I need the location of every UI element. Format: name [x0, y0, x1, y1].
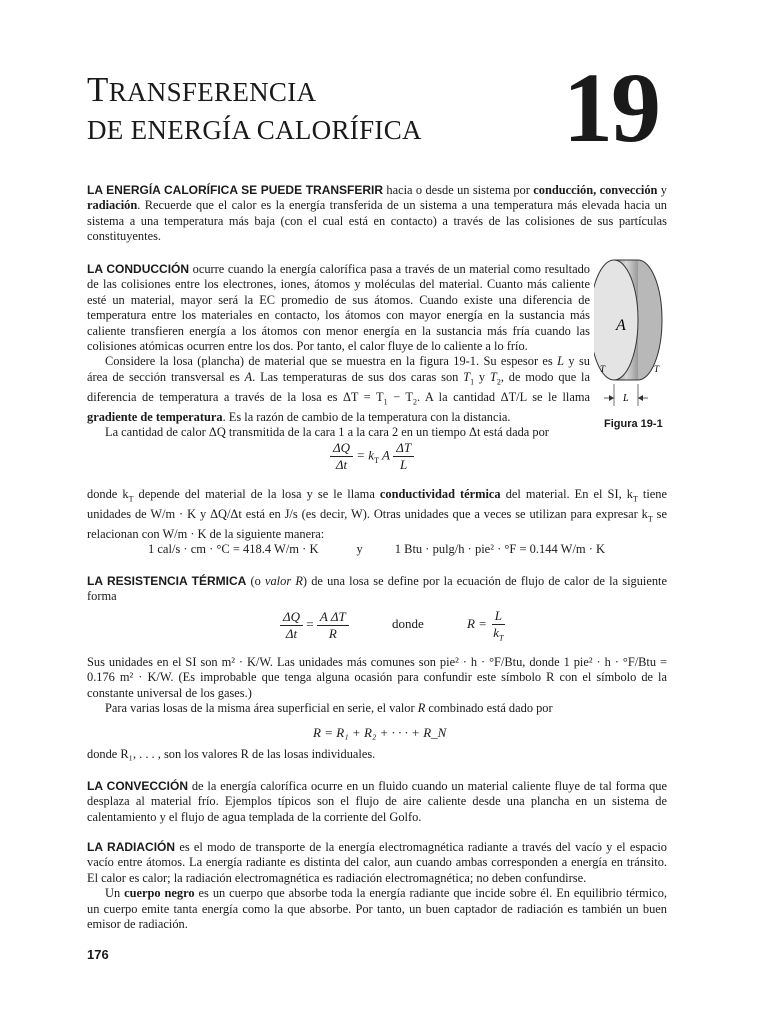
subscript: 1: [470, 377, 475, 387]
subscript: 2: [496, 377, 501, 387]
subscript: T: [647, 514, 653, 524]
figure-caption: Figura 19-1: [604, 418, 663, 430]
intro-text: y: [657, 183, 667, 197]
symbol-T1: T: [463, 369, 471, 384]
resistance-text: Sus unidades en el SI son m² · K/W. Las unidades más comunes son pie² · h · °F/Btu, donde 1 pie² · h · °F/Btu = 0.176 m² · K/W. (Es improbable que tenga alguna ocasión para confundir este símbolo R con el símbolo de la constante universal de los gases.): [87, 655, 667, 700]
conductivity-paragraph: [87, 487, 667, 542]
convection-paragraph: [87, 779, 667, 825]
intro-text: . Recuerde que el calor es la energía transferida de un sistema a una temperatura más elevada hacia un sistema a una temperatura más baja (con el cual está en contacto) a través de las colisiones de sus partículas constituyentes.: [87, 198, 667, 244]
conduction-lead: LA CONDUCCIÓN: [87, 262, 190, 276]
conduction-text: y: [474, 369, 490, 384]
resistance-text: valor R: [264, 574, 303, 588]
convection-lead: LA CONVECCIÓN: [87, 779, 188, 793]
subscript: 1: [383, 397, 388, 407]
symbol-R: R: [417, 701, 426, 716]
eq-numerator: ΔQ: [330, 440, 353, 457]
subscript: T: [374, 456, 379, 466]
convection-text: de la energía calorífica ocurre en un fluido cuando un material caliente fluye de tal forma que desplaza al material frío. Ejemplos típicos son el flujo de aire caliente desde una plancha en un sistema de calentamiento y el flujo de agua templada de la corriente del Golfo.: [87, 779, 667, 824]
figure-label-T2: T: [654, 364, 660, 374]
intro-lead: LA ENERGÍA CALORÍFICA SE PUEDE TRANSFERIR: [87, 183, 384, 197]
eq-numerator: L: [492, 608, 505, 625]
kw-conduccion-conveccion: conducción, convección: [533, 183, 658, 197]
conduction-text: . Las temperaturas de sus dos caras son: [252, 369, 464, 384]
eq-denominator: R: [328, 625, 337, 641]
eq-text: k: [493, 625, 499, 640]
figure-label-A: A: [616, 317, 626, 334]
conduction-text: − T: [387, 389, 413, 404]
conduction-text: y su área de sección transversal es: [87, 354, 590, 384]
conversion-and: y: [356, 542, 363, 556]
eq-text: A: [378, 447, 390, 463]
eq-frac-L-kT: [490, 608, 506, 643]
resistance-paragraph: [87, 574, 667, 605]
conversion-2: 1 Btu · pulg/h · pie² · °F = 0.144 W/m · K: [394, 542, 606, 556]
unit-conversions: [148, 542, 605, 557]
figure-label-L: L: [623, 393, 629, 404]
conduction-text: , de modo que la diferencia de temperatura a través de la losa es ΔT = T: [87, 369, 590, 404]
chapter-title-rest: RANSFERENCIA: [108, 77, 317, 107]
conversion-1: 1 cal/s · cm · °C = 418.4 W/m · K: [148, 542, 319, 556]
eq-frac-dq-dt: [280, 609, 303, 642]
eq-text: = k: [356, 447, 375, 463]
eq-frac-dT-L: [393, 440, 414, 473]
conduction-text: depende del material de la losa y se le llama: [133, 487, 380, 501]
resistance-text: Para varias losas de la misma área superficial en serie, el valor: [105, 701, 418, 716]
resistance-text: ) de una losa se define por la ecuación de flujo de calor de la siguiente forma: [87, 574, 667, 604]
eq-numerator: ΔQ: [280, 609, 303, 626]
subscript: 2: [412, 397, 417, 407]
eq-numerator: ΔT: [393, 440, 414, 457]
conduction-text: La cantidad de calor ΔQ transmitida de la cara 1 a la cara 2 en un tiempo Δt está dada por: [105, 425, 549, 439]
series-equation: R = R₁ + R₂ + · · · + R_N: [313, 725, 447, 740]
subscript: T: [128, 494, 134, 504]
chapter-title-initial: T: [87, 70, 109, 109]
eq-denominator: Δt: [285, 625, 298, 641]
eq-denominator: Δt: [335, 457, 348, 472]
conduction-text: ocurre cuando la energía calorífica pasa a través de un material como resultado de las colisiones entre los electrones, iones, átomos y moléculas del material. Cuanto más caliente esté un material, mayor será la EC promedio de sus átomos. Cuando existe una diferencia de temperatura entre los materiales en contacto, los átomos con mayor energía en la sustancia más caliente transfieren energía a los átomos con menor energía en la sustancia más fría cuando las colisiones atómicas ocurren entre los dos. Por tanto, el calor fluye de lo caliente a lo frío.: [87, 262, 590, 354]
eq-text: =: [306, 616, 314, 632]
subscript: T: [632, 494, 638, 504]
radiation-text: es el modo de transporte de la energía electromagnética radiante a través del vacío y el espacio vacío entre átomos. La energía radiante es distinta del calor, aun cuando ambas corresponden a energía en tránsito. El calor es calor; la radiación electromagnética es radiación electromagnética; no deben confundirse.: [87, 840, 668, 885]
resistance-lead: LA RESISTENCIA TÉRMICA: [87, 574, 247, 588]
eq-numerator: A ΔT: [317, 609, 349, 626]
chapter-number: 19: [563, 52, 659, 163]
symbol-L: L: [557, 354, 565, 369]
resistance-equation: [280, 608, 506, 643]
conduction-section: [87, 262, 590, 440]
eq-denominator: [490, 625, 506, 643]
radiation-text: es un cuerpo que absorbe toda la energía radiante que incide sobre él. En equilibrio térmico, un cuerpo emite tanta energía como la que absorbe. Por tanto, un buen captador de radiación es también un buen emisor de radiación.: [87, 886, 667, 932]
resistance-text: combinado está dado por: [425, 701, 553, 716]
kw-gradiente: gradiente de temperatura: [87, 409, 223, 424]
radiation-paragraph: [87, 840, 667, 932]
figure-19-1-slab: [594, 258, 674, 408]
eq-text: R =: [466, 616, 487, 632]
kw-radiacion: radiación: [87, 198, 138, 213]
figure-label-T1: T: [600, 364, 606, 374]
radiation-lead: LA RADIACIÓN: [87, 840, 176, 854]
chapter-title-line2: DE ENERGÍA CALORÍFICA: [87, 115, 422, 145]
conduction-text: . Es la razón de cambio de la temperatura con la distancia.: [222, 409, 511, 424]
conduction-text: del material. En el SI, k: [500, 487, 633, 501]
conduction-text: donde k: [87, 487, 129, 501]
radiation-text: Un: [105, 886, 125, 901]
conduction-equation: [330, 440, 414, 473]
eq-frac-dq-dt: [330, 440, 353, 473]
chapter-title: [87, 72, 422, 148]
conduction-text: tiene unidades de W/m · K y ΔQ/Δt está en J/s (es decir, W). Otras unidades que a veces se utilizan para expresar k: [87, 487, 667, 521]
conduction-text: se relacionan con W/m · K de la siguiente manera:: [87, 506, 668, 541]
subscript: T: [498, 633, 504, 643]
resistance-text: donde R₁, . . . , son los valores R de las losas individuales.: [87, 747, 376, 761]
resistance-note: [87, 747, 667, 762]
resistance-text: (o: [246, 574, 265, 588]
page-number: 176: [87, 947, 109, 962]
intro-text: hacia o desde un sistema por: [383, 183, 534, 197]
conduction-text: Considere la losa (plancha) de material que se muestra en la figura 19-1. Su espesor es: [105, 354, 558, 369]
resistance-units-paragraph: [87, 655, 667, 717]
intro-paragraph: [87, 183, 667, 245]
conduction-text: . A la cantidad ΔT/L se le llama: [416, 389, 591, 404]
eq-frac-adt-r: [317, 609, 349, 642]
eq-denominator: L: [400, 457, 408, 472]
kw-cuerpo-negro: cuerpo negro: [124, 886, 195, 901]
kw-conductividad: conductividad térmica: [379, 487, 501, 501]
eq-donde: donde: [391, 616, 424, 632]
symbol-A: A: [244, 369, 253, 384]
symbol-T2: T: [489, 369, 497, 384]
